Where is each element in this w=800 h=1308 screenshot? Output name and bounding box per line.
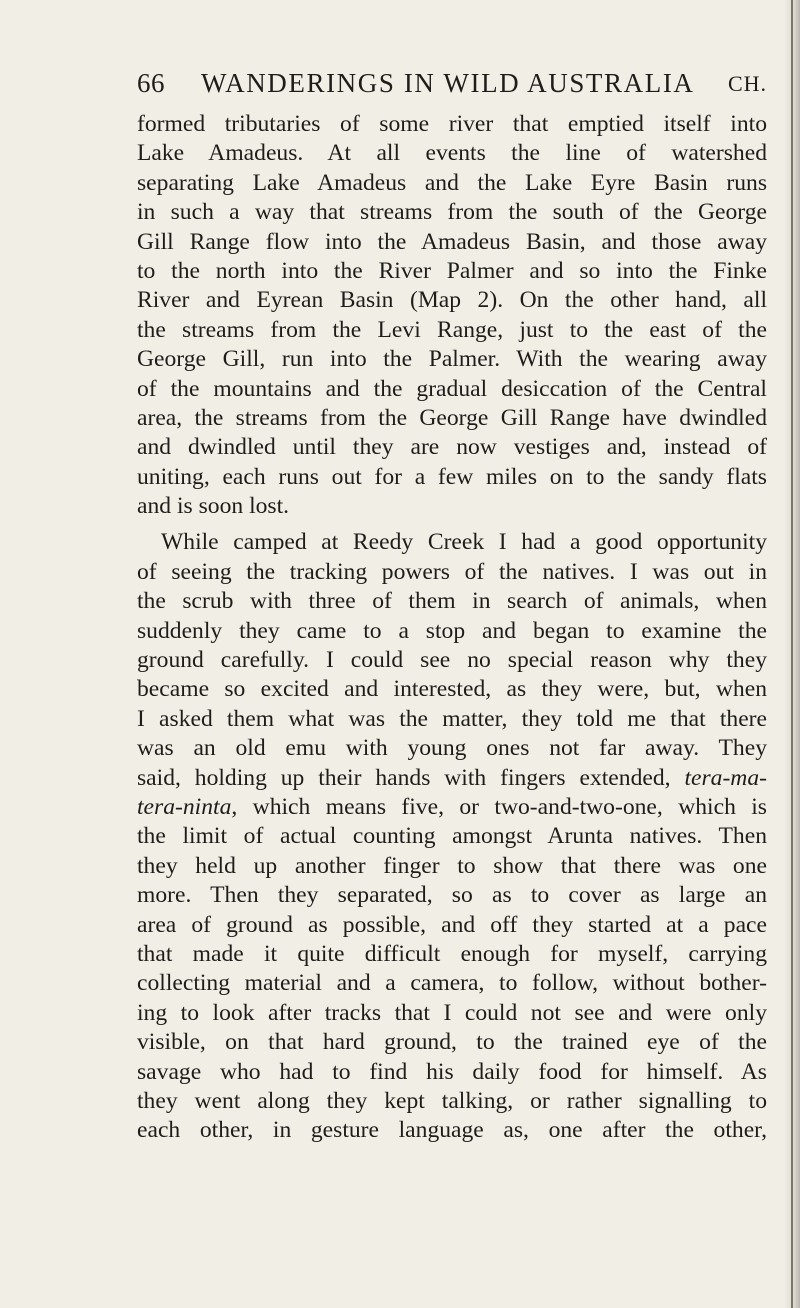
text-line: the scrub with three of them in search of animals, when (137, 588, 767, 615)
text-line: ing to look after tracks that I could not see and were only (137, 999, 767, 1026)
text-line: the limit of actual counting amongst Arunta natives. Then (137, 823, 767, 850)
text-line: uniting, each runs out for a few miles on to the sandy flats (137, 463, 767, 490)
text-line: Lake Amadeus. At all events the line of watershed (137, 140, 767, 167)
text-line: of the mountains and the gradual desiccation of the Central (137, 375, 767, 402)
text-line: George Gill, run into the Palmer. With the wearing away (137, 346, 767, 373)
text-segment: , which means five, or two-and-two-one, which is (231, 793, 767, 820)
text-line: they held up another finger to show that there was one (137, 852, 767, 879)
text-line: and dwindled until they are now vestiges and, instead of (137, 434, 767, 461)
text-line: savage who had to find his daily food for himself. As (137, 1058, 767, 1085)
page-edge-line (791, 0, 793, 1308)
text-line: became so excited and interested, as they were, but, when (137, 676, 767, 703)
text-line: they went along they kept talking, or rather signalling to (137, 1087, 767, 1114)
text-line: Gill Range flow into the Amadeus Basin, and those away (137, 228, 767, 255)
paragraph-1 (137, 110, 767, 521)
text-line: ground carefully. I could see no special reason why they (137, 647, 767, 674)
text-line: River and Eyrean Basin (Map 2). On the other hand, all (137, 287, 767, 314)
text-line: of seeing the tracking powers of the natives. I was out in (137, 558, 767, 585)
italic-term: tera-ninta (137, 793, 232, 820)
text-line: and is soon lost. (137, 493, 290, 520)
text-segment: said, holding up their hands with fingers extended, (137, 764, 685, 791)
text-line: each other, in gesture language as, one after the other, (137, 1117, 767, 1144)
italic-term: tera-ma- (684, 764, 767, 791)
text-line: area of ground as possible, and off they started at a pace (137, 911, 767, 938)
text-line: collecting material and a camera, to follow, without bother- (137, 970, 767, 997)
text-line: more. Then they separated, so as to cover as large an (137, 882, 767, 909)
text-line: I asked them what was the matter, they told me that there (137, 705, 767, 732)
chapter-abbreviation: CH. (727, 71, 767, 96)
text-line: suddenly they came to a stop and began to examine the (137, 617, 767, 644)
text-line: in such a way that streams from the south of the George (137, 199, 767, 226)
text-line: visible, on that hard ground, to the trained eye of the (137, 1029, 767, 1056)
paragraph-2 (137, 528, 767, 1145)
text-line: formed tributaries of some river that emptied itself into (137, 111, 767, 137)
text-line (137, 793, 767, 822)
text-line: to the north into the River Palmer and so into the Finke (137, 257, 767, 284)
text-line: area, the streams from the George Gill Range have dwindled (137, 404, 767, 431)
text-line: the streams from the Levi Range, just to the east of the (137, 316, 767, 343)
text-line: that made it quite difficult enough for myself, carrying (137, 940, 767, 967)
running-title: WANDERINGS IN WILD AUSTRALIA (201, 68, 695, 98)
text-line: separating Lake Amadeus and the Lake Eyre Basin runs (137, 169, 767, 196)
body-text (137, 110, 767, 1146)
text-line: While camped at Reedy Creek I had a good opportunity (161, 529, 767, 556)
running-head (137, 68, 767, 104)
text-line: was an old emu with young ones not far away. They (137, 735, 767, 762)
text-line (137, 764, 767, 793)
paragraph-gap (137, 521, 767, 528)
page-number: 66 (137, 68, 165, 98)
